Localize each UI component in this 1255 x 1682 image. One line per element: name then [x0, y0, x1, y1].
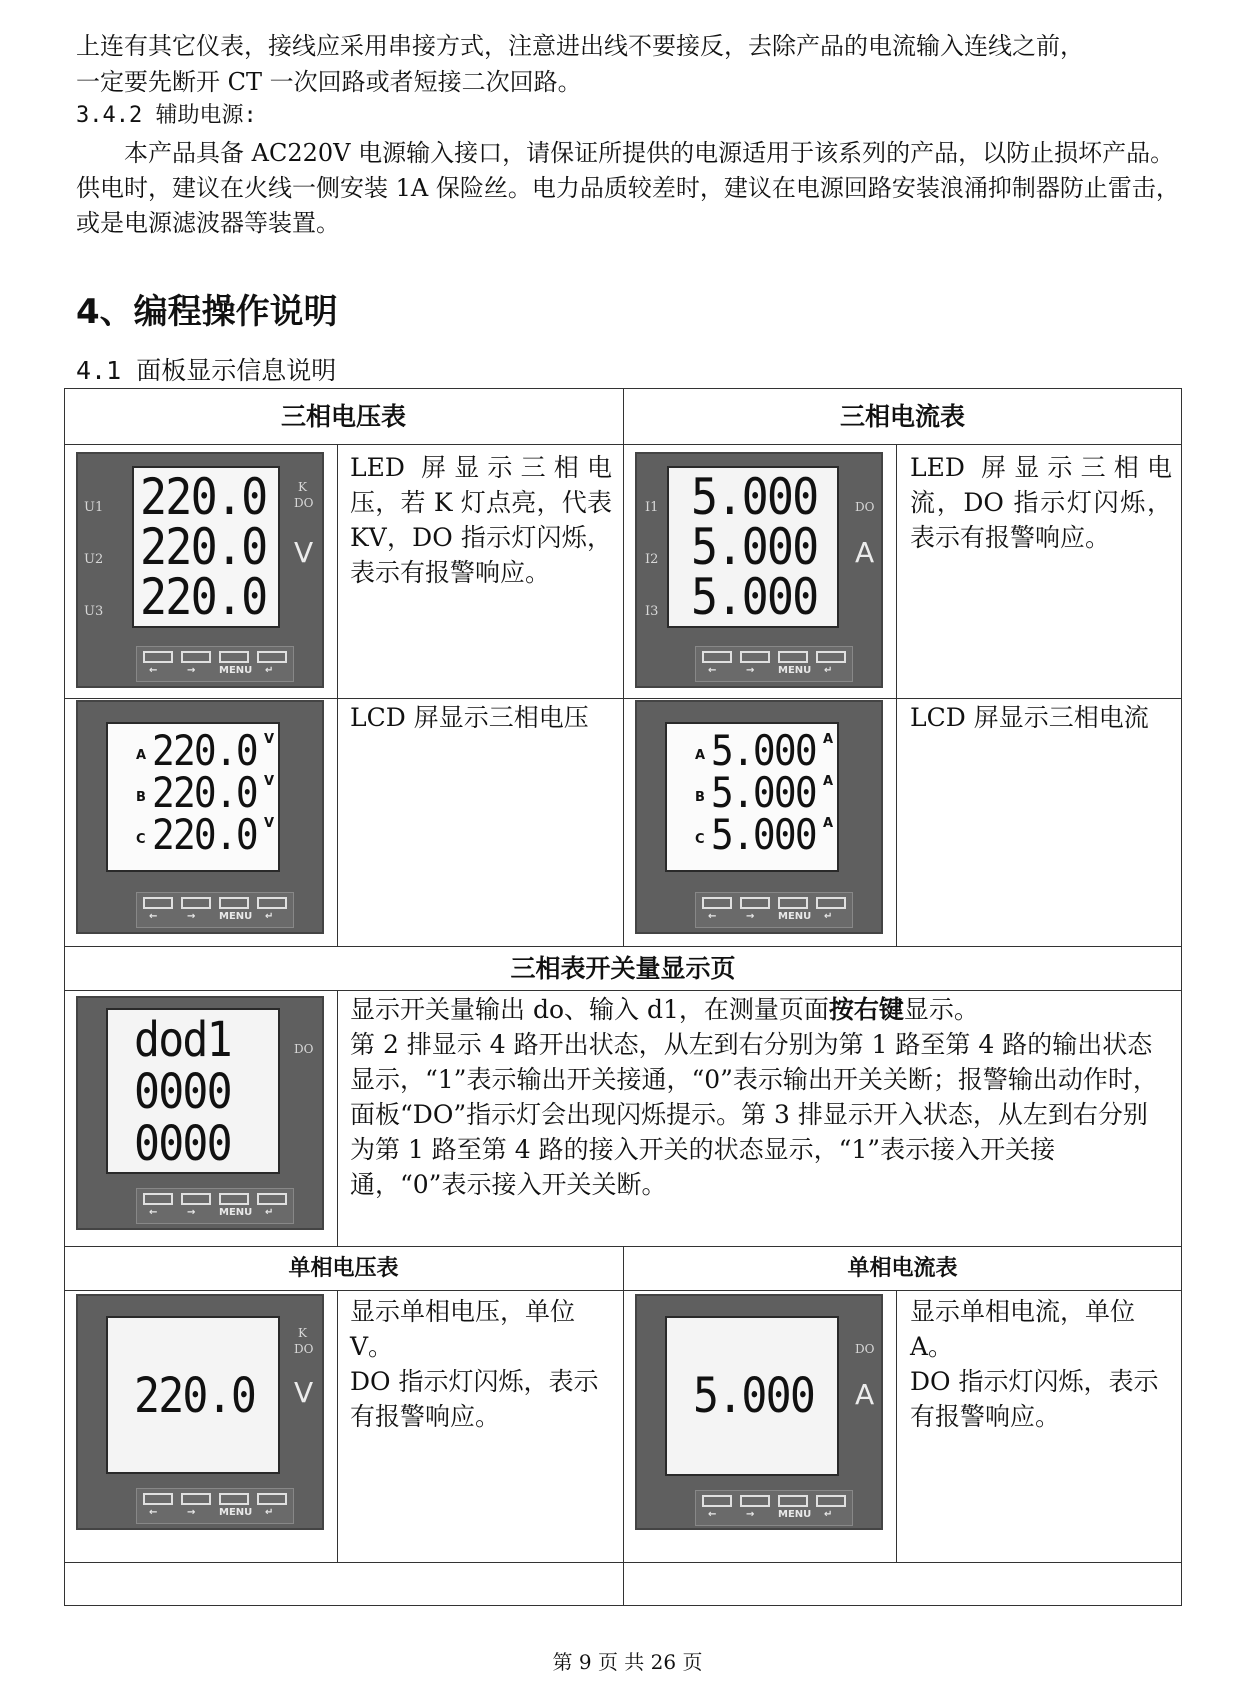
left-arrow-icon: ←: [708, 911, 717, 922]
phase-a-label: A: [695, 748, 706, 763]
right-button-icon: [740, 897, 770, 909]
i2-label: I2: [645, 552, 659, 567]
single-voltage-meter-image: [76, 1294, 324, 1530]
current-reading-2: 5.000: [691, 518, 818, 576]
i3-label: I3: [645, 604, 659, 619]
current-reading-3: 5.000: [691, 568, 818, 626]
header-three-phase-voltage: 三相电压表: [280, 402, 406, 431]
left-arrow-icon: ←: [149, 1507, 158, 1518]
voltage-reading-3: 220.0: [140, 568, 267, 626]
enter-button-icon: [816, 651, 846, 663]
enter-button-icon: [257, 1493, 287, 1505]
menu-button-icon: [219, 1493, 249, 1505]
intro-line-1: 上连有其它仪表，接线应采用串接方式，注意进出线不要接反，去除产品的电流输入连线之前，: [76, 32, 1084, 60]
lcd-voltage-description: LCD 屏显示三相电压: [350, 703, 589, 732]
enter-arrow-icon: ↵: [265, 665, 274, 676]
right-button-icon: [181, 1493, 211, 1505]
right-arrow-icon: →: [187, 1507, 196, 1518]
right-button-icon: [740, 651, 770, 663]
aux-power-paragraph: 本产品具备 AC220V 电源输入接口，请保证所提供的电源适用于该系列的产品，以防止损坏产品。供电时，建议在火线一侧安装 1A 保险丝。电力品质较差时，建议在电源回路安装浪涌抑制器防止雷击，或是电源滤波器等装置。: [76, 139, 1180, 237]
do-indicator: DO: [855, 1342, 875, 1356]
lcd-voltage-meter-image: [76, 700, 324, 934]
phase-b-label: B: [136, 790, 146, 805]
lcd-current-reading-1: 5.000: [711, 726, 816, 775]
left-button-icon: [702, 651, 732, 663]
k-indicator: K: [298, 1326, 307, 1340]
menu-label: MENU: [778, 1509, 812, 1520]
phase-a-label: A: [136, 748, 147, 763]
menu-button-icon: [778, 651, 808, 663]
v-unit-3: V: [264, 816, 275, 831]
enter-button-icon: [257, 1193, 287, 1205]
page-footer: 第 9 页 共 26 页: [552, 1650, 703, 1674]
menu-label: MENU: [219, 1207, 253, 1218]
single-voltage-screen: [106, 1316, 280, 1474]
a-unit-2: A: [823, 774, 834, 789]
led-current-description: LED 屏显示三相电流，DO 指示灯闪烁，表示有报警响应。: [910, 453, 1172, 552]
right-button-icon: [181, 651, 211, 663]
right-arrow-icon: →: [746, 1509, 755, 1520]
button-row: [695, 892, 853, 928]
phase-c-label: C: [695, 832, 705, 847]
a-unit-label: A: [855, 1378, 875, 1411]
led-current-meter-image: [635, 452, 883, 688]
menu-label: MENU: [778, 911, 812, 922]
lcd-current-description: LCD 屏显示三相电流: [910, 703, 1149, 732]
v-unit-label: V: [294, 536, 314, 569]
header-single-phase-current: 单相电流表: [847, 1256, 958, 1281]
right-arrow-icon: →: [746, 911, 755, 922]
lcd-voltage-reading-2: 220.0: [152, 768, 257, 817]
switch-desc-paragraph-2: 第 2 排显示 4 路开出状态，从左到右分别为第 1 路至第 4 路的输出状态显示，“1”表示输出开关接通，“0”表示输出开关关断；报警输出动作时，面板“DO”指示灯会出现闪烁提示。第 3 排显示开入状态，从左到右分别为第 1 路至第 4 路的接入开关的状态显示，“1”表示接入开关接通，“0”表示接入开关关断。: [350, 1030, 1158, 1199]
left-arrow-icon: ←: [708, 1509, 717, 1520]
switch-desc-part-3: 显示。: [903, 995, 979, 1024]
single-current-reading: 5.000: [693, 1368, 815, 1424]
i1-label: I1: [645, 500, 659, 515]
left-arrow-icon: ←: [149, 911, 158, 922]
left-button-icon: [143, 1493, 173, 1505]
k-indicator: K: [298, 480, 307, 494]
switch-row-2-outputs: 0000: [134, 1064, 231, 1120]
left-button-icon: [143, 651, 173, 663]
voltage-reading-1: 220.0: [140, 468, 267, 526]
led-current-screen: [667, 466, 839, 628]
u3-label: U3: [84, 604, 104, 619]
enter-button-icon: [816, 1495, 846, 1507]
switch-description: [350, 992, 1170, 1202]
left-arrow-icon: ←: [708, 665, 717, 676]
menu-button-icon: [219, 651, 249, 663]
lcd-current-meter-image: [635, 700, 883, 934]
led-voltage-screen: [132, 466, 280, 628]
menu-button-icon: [778, 1495, 808, 1507]
button-row: [695, 1490, 853, 1526]
lcd-current-reading-2: 5.000: [711, 768, 816, 817]
single-voltage-line-2: DO 指示灯闪烁，表示有报警响应。: [350, 1367, 599, 1431]
lcd-voltage-reading-1: 220.0: [152, 726, 257, 775]
header-switch-page: 三相表开关量显示页: [510, 954, 736, 983]
right-arrow-icon: →: [187, 1207, 196, 1218]
left-button-icon: [143, 1193, 173, 1205]
single-voltage-line-1: 显示单相电压，单位 V。: [350, 1297, 576, 1361]
switch-meter-image: [76, 996, 324, 1230]
phase-b-label: B: [695, 790, 705, 805]
single-current-screen: [665, 1316, 839, 1476]
single-current-description: [910, 1294, 1172, 1434]
header-single-phase-voltage: 单相电压表: [288, 1256, 399, 1281]
enter-button-icon: [816, 897, 846, 909]
single-current-line-2: DO 指示灯闪烁，表示有报警响应。: [910, 1367, 1159, 1431]
left-arrow-icon: ←: [149, 665, 158, 676]
right-button-icon: [740, 1495, 770, 1507]
menu-label: MENU: [778, 665, 812, 676]
enter-arrow-icon: ↵: [824, 665, 833, 676]
do-indicator: DO: [855, 500, 875, 514]
switch-screen: [106, 1008, 280, 1174]
right-button-icon: [181, 1193, 211, 1205]
left-button-icon: [702, 897, 732, 909]
v-unit-2: V: [264, 774, 275, 789]
enter-arrow-icon: ↵: [265, 911, 274, 922]
menu-button-icon: [219, 1193, 249, 1205]
current-reading-1: 5.000: [691, 468, 818, 526]
right-arrow-icon: →: [187, 911, 196, 922]
switch-row-1: dod1: [134, 1012, 231, 1068]
menu-label: MENU: [219, 911, 253, 922]
button-row: [695, 646, 853, 682]
do-indicator: DO: [294, 1042, 314, 1056]
enter-button-icon: [257, 651, 287, 663]
single-voltage-reading: 220.0: [134, 1368, 256, 1424]
a-unit-1: A: [823, 732, 834, 747]
intro-line-2: 一定要先断开 CT 一次回路或者短接二次回路。: [76, 68, 582, 96]
u2-label: U2: [84, 552, 104, 567]
menu-button-icon: [219, 897, 249, 909]
section-subtitle: 4.1 面板显示信息说明: [76, 356, 337, 385]
do-indicator: DO: [294, 496, 314, 510]
left-button-icon: [143, 897, 173, 909]
v-unit-1: V: [264, 732, 275, 747]
button-row: [136, 892, 294, 928]
section-title: 4、编程操作说明: [76, 292, 338, 332]
lcd-voltage-screen: [106, 722, 280, 872]
enter-arrow-icon: ↵: [824, 1509, 833, 1520]
led-voltage-meter-image: [76, 452, 324, 688]
v-unit-label: V: [294, 1376, 314, 1409]
enter-button-icon: [257, 897, 287, 909]
button-row: [136, 1488, 294, 1524]
led-voltage-description: LED 屏显示三相电压，若 K 灯点亮，代表 KV，DO 指示灯闪烁，表示有报警响应。: [350, 453, 612, 587]
right-arrow-icon: →: [187, 665, 196, 676]
switch-desc-part-1: 显示开关量输出 do、输入 d1，在测量页面: [350, 995, 829, 1024]
lcd-voltage-reading-3: 220.0: [152, 810, 257, 859]
menu-label: MENU: [219, 1507, 253, 1518]
menu-button-icon: [778, 897, 808, 909]
single-current-meter-image: [635, 1294, 883, 1530]
right-arrow-icon: →: [746, 665, 755, 676]
phase-c-label: C: [136, 832, 146, 847]
enter-arrow-icon: ↵: [265, 1507, 274, 1518]
right-button-icon: [181, 897, 211, 909]
u1-label: U1: [84, 500, 104, 515]
a-unit-3: A: [823, 816, 834, 831]
single-voltage-description: [350, 1294, 612, 1434]
switch-row-3-inputs: 0000: [134, 1116, 231, 1172]
left-button-icon: [702, 1495, 732, 1507]
left-arrow-icon: ←: [149, 1207, 158, 1218]
enter-arrow-icon: ↵: [824, 911, 833, 922]
lcd-current-reading-3: 5.000: [711, 810, 816, 859]
header-three-phase-current: 三相电流表: [839, 402, 965, 431]
switch-desc-right-key: 按右键: [828, 995, 904, 1024]
lcd-current-screen: [665, 722, 839, 872]
single-current-line-1: 显示单相电流，单位 A。: [910, 1297, 1136, 1361]
a-unit-label: A: [855, 536, 875, 569]
button-row: [136, 1188, 294, 1224]
enter-arrow-icon: ↵: [265, 1207, 274, 1218]
voltage-reading-2: 220.0: [140, 518, 267, 576]
do-indicator: DO: [294, 1342, 314, 1356]
button-row: [136, 646, 294, 682]
menu-label: MENU: [219, 665, 253, 676]
sub-heading-aux-power: 3.4.2 辅助电源:: [76, 103, 257, 128]
